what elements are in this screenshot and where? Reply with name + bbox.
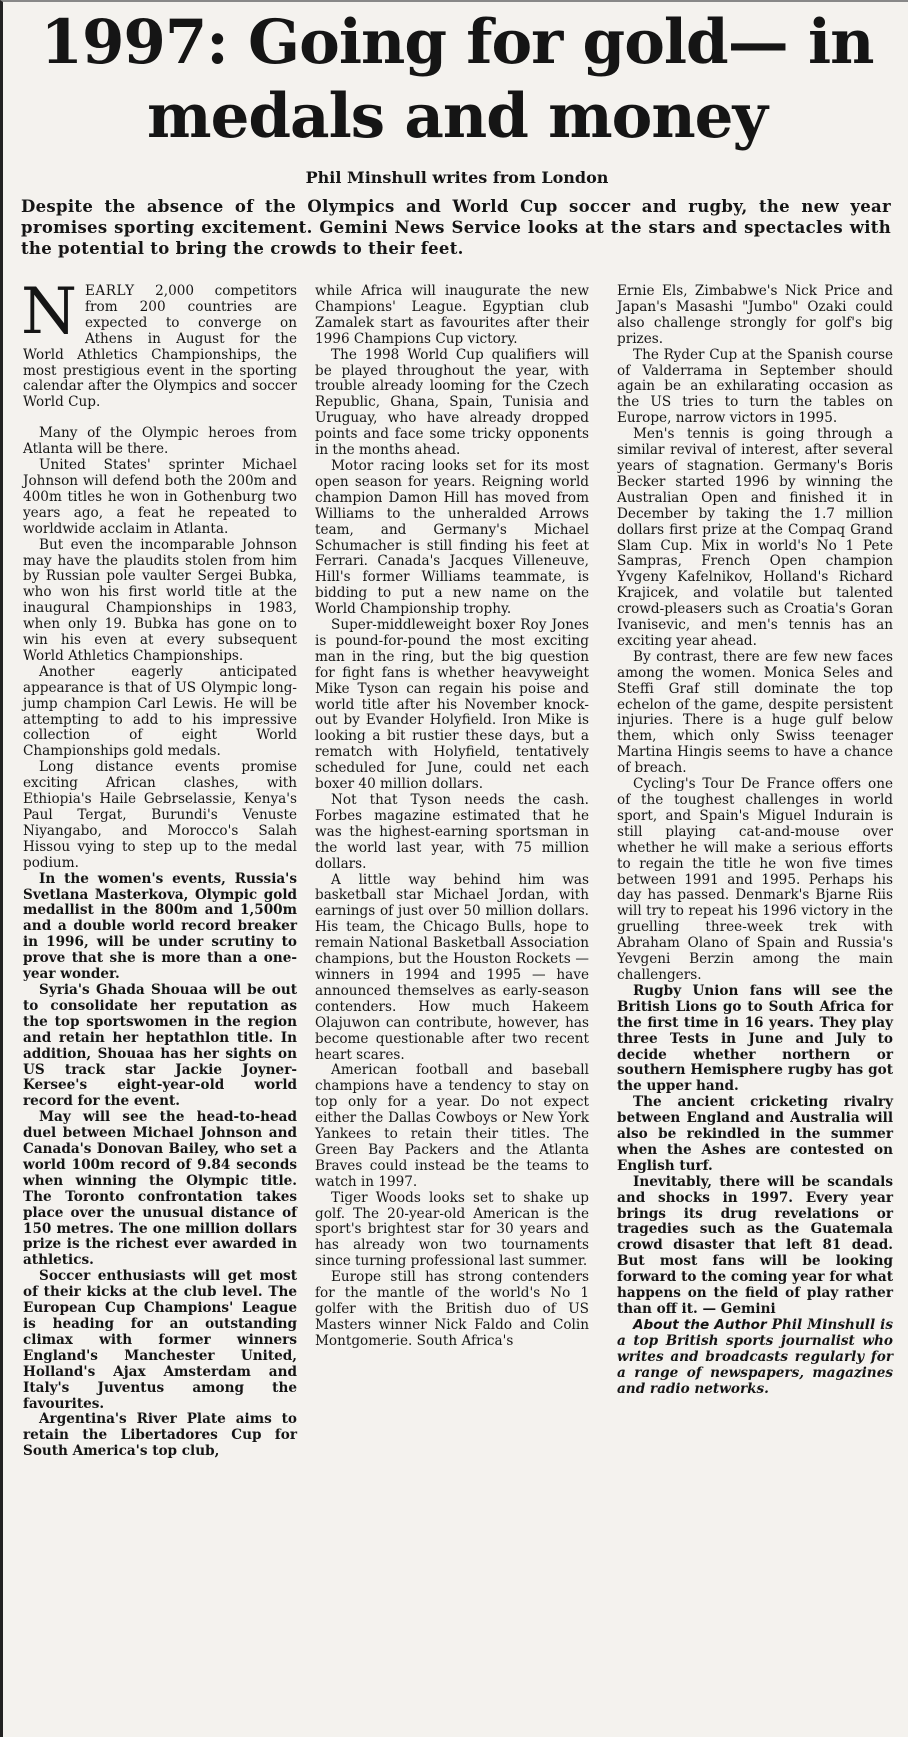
paragraph: United States' sprinter Michael Johnson will defend both the 200m and 400m titles he won in Gothenburg two years ago, a feat he repeated to worldwide acclaim in Atlanta.: [23, 457, 297, 537]
paragraph: The ancient cricketing rivalry between England and Australia will also be rekindled in the summer when the Ashes are contested on English turf.: [617, 1094, 893, 1174]
paragraph: Ernie Els, Zimbabwe's Nick Price and Japan's Masashi "Jumbo" Ozaki could also challenge strongly for golf's big prizes.: [617, 283, 893, 347]
paragraph: American football and baseball champions have a tendency to stay on top only for a year. Do not expect either the Dallas Cowboys or New York Yankees to retain their titles. The Green Bay Packers and the Atlanta Braves could instead be the teams to watch in 1997.: [315, 1062, 589, 1190]
paragraph: Tiger Woods looks set to shake up golf. The 20-year-old American is the sport's brightest star for 30 years and has already won two tournaments since turning professional last summer.: [315, 1189, 589, 1270]
paragraph: Cycling's Tour De France offers one of the toughest challenges in world sport, and Spain's Miguel Indurain is still playing cat-and-mouse over whether he will make a serious efforts to regain the title he won five times between 1991 and 1995. Perhaps his day has passed. Denmark's Bjarne Riis will try to repeat his 1996 victory in the gruelling three-week trek with Abraham Olano of Spain and Russia's Yevgeni Berzin among the main challengers.: [617, 776, 893, 983]
column-2: [315, 284, 589, 1350]
paragraph: Rugby Union fans will see the British Lions go to South Africa for the first time in 16 years. They play three Tests in June and July to decide whether northern or southern Hemisphere rugby has got the upper hand.: [617, 982, 893, 1095]
paragraph: Not that Tyson needs the cash. Forbes magazine estimated that he was the highest-earning sportsman in the world last year, with 75 million dollars.: [315, 792, 589, 872]
paragraph: Men's tennis is going through a similar revival of interest, after several years of stagnation. Germany's Boris Becker started 1996 by winning the Australian Open and finished it in December by taking the 1.7 million dollars first prize at the Compaq Grand Slam Cup. Mix in world's No 1 Pete Sampras, French Open champion Yvgeny Kafelnikov, Holland's Richard Krajicek, and volatile but talented crowd-pleasers such as Croatia's Goran Ivanisevic, and men's tennis has an exciting year ahead.: [617, 426, 893, 649]
drop-cap: N: [21, 275, 77, 349]
paragraph: Syria's Ghada Shouaa will be out to consolidate her reputation as the top sportswomen in the region and retain her heptathlon title. In addition, Shouaa has her sights on US track star Jackie Joyner-Kersee's eight-year-old world record for the event.: [23, 981, 297, 1110]
paragraph: May will see the head-to-head duel between Michael Johnson and Canada's Donovan Bailey, who set a world 100m record of 9.84 seconds when winning the Olympic title. The Toronto confrontation takes place over the unusual distance of 150 metres. The one million dollars prize is the richest ever awarded in athletics.: [23, 1109, 297, 1269]
paragraph: Long distance events promise exciting African clashes, with Ethiopia's Haile Gebrselassie, Kenya's Paul Tergat, Burundi's Venuste Niyangabo, and Morocco's Salah Hissou vying to step up to the medal podium.: [23, 759, 297, 871]
column-3: [617, 284, 893, 1397]
lead-text: 2,000 competitors from 200 countries are expected to converge on Athens in August for the World Athletics Championships, the most prestigious event in the sporting calendar after the Olympics and soccer World Cup.: [23, 283, 297, 411]
column-1: [21, 275, 297, 1460]
paragraph: Another eagerly anticipated appearance is that of US Olympic long-jump champion Carl Lewis. He will be attempting to add to his impressive collection of eight World Championships gold medals.: [23, 663, 297, 760]
paragraph: But even the incomparable Johnson may have the plaudits stolen from him by Russian pole vaulter Sergei Bubka, who won his first world title at the inaugural Championships in 1983, when only 19. Bubka has gone on to win his even at every subsequent World Athletics Championships.: [23, 536, 297, 664]
paragraph: Europe still has strong contenders for the mantle of the world's No 1 golfer with the British duo of US Masters winner Nick Faldo and Colin Montgomerie. South Africa's: [315, 1269, 589, 1349]
about-the-author: [617, 1318, 893, 1398]
paragraph: while Africa will inaugurate the new Champions' League. Egyptian club Zamalek start as favourites after their 1996 Champions Cup victory.: [315, 283, 589, 347]
about-label: About the Author: [633, 1316, 767, 1333]
paragraph: The 1998 World Cup qualifiers will be played throughout the year, with trouble already looming for the Czech Republic, Ghana, Spain, Tunisia and Uruguay, who have already dropped points and face some tricky opponents in the months ahead.: [315, 346, 589, 459]
paragraph: Inevitably, there will be scandals and shocks in 1997. Every year brings its drug revelations or tragedies such as the Guatemala crowd disaster that left 81 dead. But most fans will be looking forward to the coming year for what happens on the field of play rather than off it. — Gemini: [617, 1173, 893, 1317]
about-text: Phil Minshull is a top British sports journalist who writes and broadcasts regularly for a range of newspapers, magazines and radio networks.: [617, 1316, 894, 1397]
paragraph: A little way behind him was basketball star Michael Jordan, with earnings of just over 50 million dollars. His team, the Chicago Bulls, hope to remain National Basketball Association champions, but the Houston Rockets — winners in 1994 and 1995 — have announced themselves as early-season contenders. How much Hakeem Olajuwon can contribute, however, has become questionable after two recent heart scares.: [315, 871, 589, 1063]
paragraph: Motor racing looks set for its most open season for years. Reigning world champion Damon Hill has moved from Williams to the unheralded Arrows team, and Germany's Michael Schumacher is still finding his feet at Ferrari. Canada's Jacques Villeneuve, Hill's former Williams teammate, is bidding to put a new name on the World Championship trophy.: [315, 457, 589, 618]
paragraph: Argentina's River Plate aims to retain the Libertadores Cup for South America's top club,: [23, 1411, 297, 1460]
lead-paragraph: [21, 275, 297, 411]
paragraph: In the women's events, Russia's Svetlana Masterkova, Olympic gold medallist in the 800m and 1,500m and a double world record breaker in 1996, will be under scrutiny to prove that she is more than a one-year wonder.: [23, 870, 297, 983]
paragraph: Soccer enthusiasts will get most of their kicks at the club level. The European Cup Champions' League is heading for an outstanding climax with former winners England's Manchester United, Holland's Ajax Amsterdam and Italy's Juventus among the favourites.: [23, 1268, 297, 1412]
paragraph: The Ryder Cup at the Spanish course of Valderrama in September should again be an exhilarating occasion as the US tries to turn the tables on Europe, narrow victors in 1995.: [617, 346, 893, 427]
headline: 1997: Going for gold— in medals and money: [40, 7, 874, 152]
paragraph: By contrast, there are few new faces among the women. Monica Seles and Steffi Graf still dominate the top echelon of the game, despite persistent injuries. There is a huge gulf below them, which only Swiss teenager Martina Hingis seems to have a chance of breach.: [617, 648, 893, 777]
lead-smallcaps: EARLY: [85, 283, 135, 299]
paragraph: Super-middleweight boxer Roy Jones is pound-for-pound the most exciting man in the ring, but the big question for fight fans is whether heavyweight Mike Tyson can regain his poise and world title after his November knock-out by Evander Holyfield. Iron Mike is looking a bit rustier these days, but a rematch with Holyfield, tentatively scheduled for June, could net each boxer 40 million dollars.: [315, 617, 589, 793]
byline: Phil Minshull writes from London: [305, 168, 609, 187]
paragraph: Many of the Olympic heroes from Atlanta will be there.: [23, 425, 297, 458]
standfirst: Despite the absence of the Olympics and World Cup soccer and rugby, the new year promises sporting excitement. Gemini News Service looks at the stars and spectacles with the potential to bring the crowds to their feet.: [21, 197, 891, 258]
